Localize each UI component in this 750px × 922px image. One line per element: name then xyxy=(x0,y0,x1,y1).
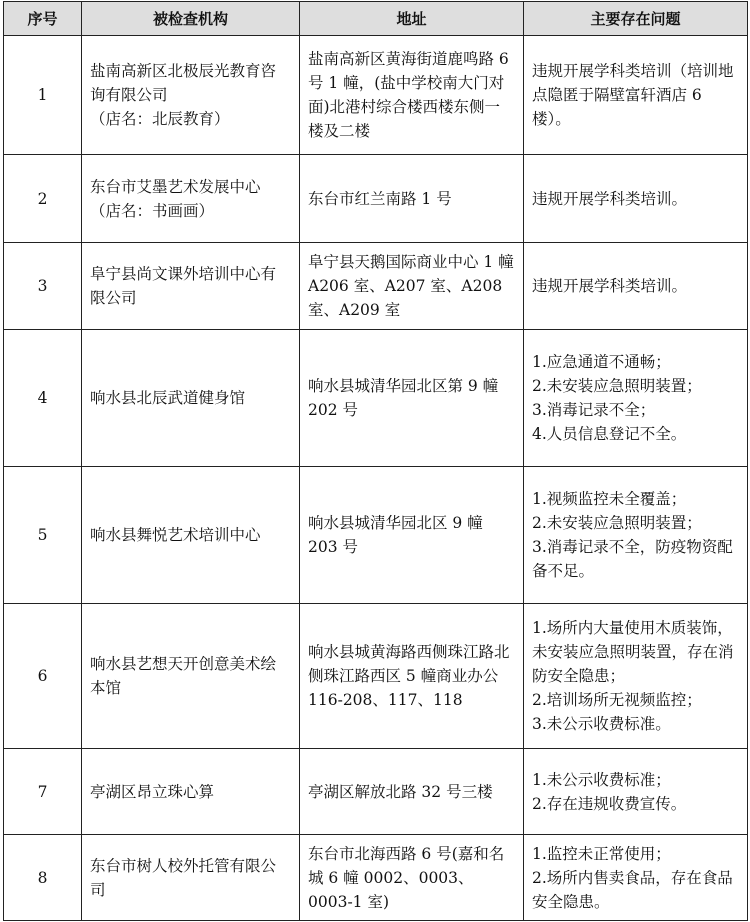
org-name: 响水县北辰武道健身馆 xyxy=(90,389,246,407)
row-no: 3 xyxy=(4,243,82,330)
row-no: 7 xyxy=(4,749,82,835)
row-address: 响水县城黄海路西侧珠江路北侧珠江路西区 5 幢商业办公 116-208、117、118 xyxy=(300,604,524,749)
table-row xyxy=(4,243,748,330)
org-name: 东台市树人校外托管有限公司 xyxy=(90,856,277,899)
row-issues xyxy=(524,36,748,155)
table-row xyxy=(4,36,748,155)
issue-item: 2.未安装应急照明装置； xyxy=(532,514,702,532)
row-issues xyxy=(524,835,748,921)
row-issues xyxy=(524,467,748,604)
issue-item: 违规开展学科类培训（培训地点隐匿于隔壁富轩酒店 6 楼）。 xyxy=(532,62,734,128)
row-address: 响水县城清华园北区 9 幢 203 号 xyxy=(300,467,524,604)
header-row xyxy=(4,2,748,36)
row-address: 阜宁县天鹅国际商业中心 1 幢 A206 室、A207 室、A208 室、A209 室 xyxy=(300,243,524,330)
row-org xyxy=(82,835,300,921)
issue-item: 1.场所内大量使用木质装饰，未安装应急照明装置，存在消防安全隐患； xyxy=(532,619,734,685)
row-address: 响水县城清华园北区第 9 幢 202 号 xyxy=(300,330,524,467)
row-issues xyxy=(524,243,748,330)
header-org: 被检查机构 xyxy=(82,2,300,36)
row-issues xyxy=(524,604,748,749)
row-org xyxy=(82,467,300,604)
issue-item: 3.未公示收费标准。 xyxy=(532,715,671,733)
row-issues xyxy=(524,155,748,243)
header-issues: 主要存在问题 xyxy=(524,2,748,36)
issue-item: 1.监控未正常使用； xyxy=(532,844,671,863)
row-no: 4 xyxy=(4,330,82,467)
table-row xyxy=(4,155,748,243)
issue-item: 违规开展学科类培训。 xyxy=(532,189,688,208)
row-org xyxy=(82,243,300,330)
org-alias: （店名：北辰教育） xyxy=(90,110,230,128)
org-name: 亭湖区昂立珠心算 xyxy=(90,782,215,801)
issue-item: 3.消毒记录不全，防疫物资配备不足。 xyxy=(532,538,733,580)
header-address: 地址 xyxy=(300,2,524,36)
table-row xyxy=(4,749,748,835)
row-issues xyxy=(524,330,748,467)
row-org xyxy=(82,749,300,835)
row-org xyxy=(82,36,300,155)
org-alias: （店名：书画画） xyxy=(90,201,215,220)
issue-item: 3.消毒记录不全； xyxy=(532,401,656,419)
issue-item: 1.视频监控未全覆盖； xyxy=(532,490,687,508)
row-org xyxy=(82,155,300,243)
row-no: 1 xyxy=(4,36,82,155)
row-no: 5 xyxy=(4,467,82,604)
row-address: 东台市北海西路 6 号(嘉和名城 6 幢 0002、0003、0003-1 室) xyxy=(300,835,524,921)
row-no: 2 xyxy=(4,155,82,243)
table-row xyxy=(4,604,748,749)
row-address: 亭湖区解放北路 32 号三楼 xyxy=(300,749,524,835)
table-row xyxy=(4,467,748,604)
issue-item: 2.未安装应急照明装置； xyxy=(532,377,702,395)
table-row xyxy=(4,835,748,921)
issue-item: 1.应急通道不通畅； xyxy=(532,353,671,371)
row-no: 8 xyxy=(4,835,82,921)
issue-item: 2.培训场所无视频监控； xyxy=(532,691,702,709)
row-org xyxy=(82,330,300,467)
row-org xyxy=(82,604,300,749)
row-address: 盐南高新区黄海街道鹿鸣路 6 号 1 幢，(盐中学校南大门对面)北港村综合楼西楼东侧一楼及二楼 xyxy=(300,36,524,155)
issue-item: 2.存在违规收费宣传。 xyxy=(532,794,687,813)
org-name: 响水县艺想天开创意美术绘本馆 xyxy=(90,655,277,697)
org-name: 东台市艾墨艺术发展中心 xyxy=(90,177,261,196)
row-no: 6 xyxy=(4,604,82,749)
issue-item: 1.未公示收费标准； xyxy=(532,770,671,789)
org-name: 响水县舞悦艺术培训中心 xyxy=(90,526,261,544)
issue-item: 2.场所内售卖食品，存在食品安全隐患。 xyxy=(532,868,733,911)
table-row xyxy=(4,330,748,467)
header-no: 序号 xyxy=(4,2,82,36)
inspection-table xyxy=(3,1,748,921)
org-name: 盐南高新区北极辰光教育咨询有限公司 xyxy=(90,62,277,104)
org-name: 阜宁县尚文课外培训中心有限公司 xyxy=(90,265,277,307)
issue-item: 4.人员信息登记不全。 xyxy=(532,425,687,443)
row-issues xyxy=(524,749,748,835)
issue-item: 违规开展学科类培训。 xyxy=(532,277,688,295)
row-address: 东台市红兰南路 1 号 xyxy=(300,155,524,243)
